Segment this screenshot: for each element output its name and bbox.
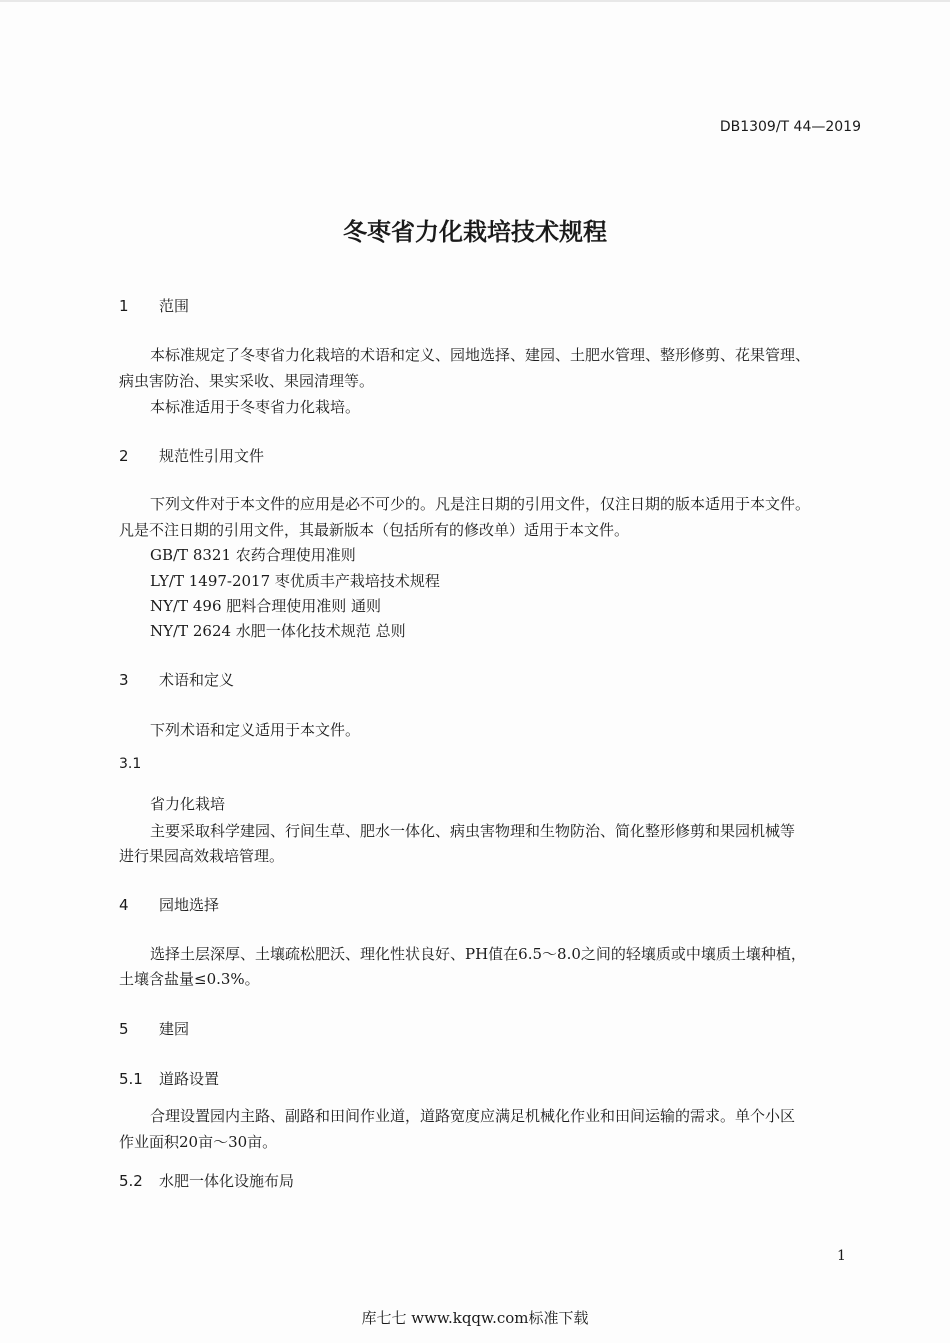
section-title: 建园 (159, 1020, 190, 1038)
subsection-number: 3.1 (119, 756, 142, 772)
paragraph: 凡是不注日期的引用文件，其最新版本（包括所有的修改单）适用于本文件。 (119, 521, 630, 539)
subsection-title: 道路设置 (159, 1070, 220, 1088)
section-5-heading (119, 1018, 189, 1039)
paragraph: 病虫害防治、果实采收、果园清理等。 (119, 372, 375, 390)
definition: 主要采取科学建园、行间生草、肥水一体化、病虫害物理和生物防治、简化整形修剪和果园机械等 (150, 822, 796, 840)
reference-item: LY/T 1497-2017 枣优质丰产栽培技术规程 (150, 572, 440, 590)
page-number: 1 (837, 1248, 846, 1264)
section-number: 4 (119, 896, 129, 914)
section-1-heading (119, 295, 189, 316)
section-title: 园地选择 (159, 896, 220, 914)
section-4-heading (119, 894, 219, 915)
page-title: 冬枣省力化栽培技术规程 (343, 218, 607, 246)
watermark-footer: 库七七 www.kqqw.com标准下载 (361, 1309, 589, 1327)
subsection-title: 水肥一体化设施布局 (159, 1172, 295, 1190)
subsection-5-1-heading (119, 1068, 219, 1089)
subsection-number: 5.2 (119, 1172, 143, 1190)
subsection-number: 5.1 (119, 1070, 143, 1088)
section-title: 规范性引用文件 (159, 447, 265, 465)
paragraph: 合理设置园内主路、副路和田间作业道，道路宽度应满足机械化作业和田间运输的需求。单个小区 (150, 1107, 796, 1125)
reference-item: NY/T 496 肥料合理使用准则 通则 (150, 597, 382, 615)
reference-item: GB/T 8321 农药合理使用准则 (150, 546, 356, 564)
paragraph: 本标准适用于冬枣省力化栽培。 (150, 398, 361, 416)
section-number: 2 (119, 447, 129, 465)
top-edge (0, 0, 950, 2)
section-number: 1 (119, 297, 129, 315)
paragraph: 土壤含盐量≤0.3%。 (119, 970, 260, 988)
section-3-heading (119, 669, 234, 690)
reference-item: NY/T 2624 水肥一体化技术规范 总则 (150, 622, 406, 640)
subsection-5-2-heading (119, 1170, 294, 1191)
paragraph: 下列术语和定义适用于本文件。 (150, 721, 361, 739)
term: 省力化栽培 (150, 795, 226, 813)
section-number: 3 (119, 671, 129, 689)
paragraph: 下列文件对于本文件的应用是必不可少的。凡是注日期的引用文件，仅注日期的版本适用于本文件。 (150, 495, 811, 513)
section-number: 5 (119, 1020, 129, 1038)
section-title: 范围 (159, 297, 190, 315)
paragraph: 本标准规定了冬枣省力化栽培的术语和定义、园地选择、建园、土肥水管理、整形修剪、花果管理、 (150, 346, 811, 364)
document-code: DB1309/T 44—2019 (719, 119, 861, 135)
section-2-heading (119, 445, 264, 466)
paragraph: 作业面积20亩～30亩。 (119, 1133, 278, 1151)
definition: 进行果园高效栽培管理。 (119, 847, 285, 865)
section-title: 术语和定义 (159, 671, 235, 689)
paragraph: 选择土层深厚、土壤疏松肥沃、理化性状良好、PH值在6.5～8.0之间的轻壤质或中壤质土壤种植， (150, 945, 806, 963)
